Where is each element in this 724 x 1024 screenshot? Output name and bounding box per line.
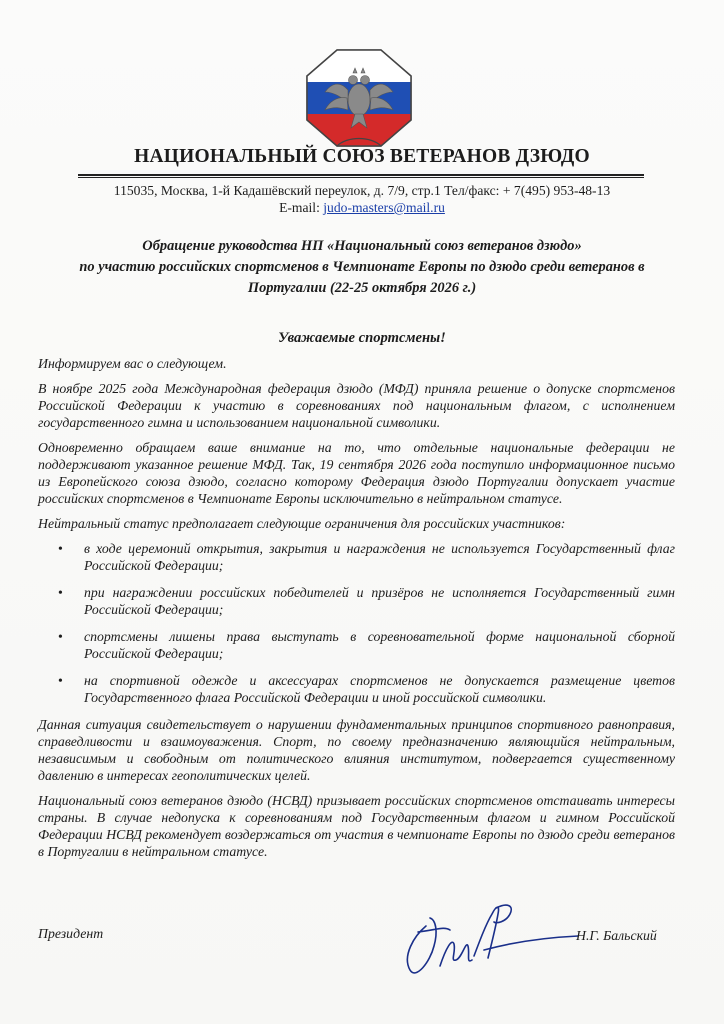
- list-item: [38, 540, 675, 574]
- email-link[interactable]: judo-masters@mail.ru: [323, 200, 445, 215]
- letter-heading: [40, 236, 684, 299]
- list-item: [38, 628, 675, 662]
- union-emblem-logo: [303, 46, 415, 150]
- heading-line-1: Обращение руководства НП «Национальный союз ветеранов дзюдо»: [142, 238, 582, 254]
- bullet-icon: •: [58, 629, 63, 644]
- paragraph-violation: Данная ситуация свидетельствует о нарушении фундаментальных принципов спортивного равноправия, справедливости и взаимоуважения. Спорт, по своему предназначению являющийся нейтральным, независимым и свободным от политического влияния институтом, подвергается существенному давлению в интересах геополитических целей.: [38, 717, 675, 783]
- organization-address: 115035, Москва, 1-й Кадашёвский переулок, д. 7/9, стр.1 Тел/факс: + 7(495) 953-48-13: [113, 183, 611, 198]
- bullet-icon: •: [58, 585, 63, 600]
- heading-line-3: Португалии (22-25 октября 2026 г.): [247, 280, 477, 296]
- paragraph-notice: Одновременно обращаем ваше внимание на то, что отдельные национальные федерации не поддерживают указанное решение МФД. Так, 19 сентября 2026 года поступило информационное письмо из Европейского союза дзюдо, согласно которому Федерация дзюдо Португалии допускает участие российских спортсменов в Чемпионате Европы исключительно в нейтральном статусе.: [38, 440, 675, 506]
- organization-name: НАЦИОНАЛЬНЫЙ СОЮЗ ВЕТЕРАНОВ ДЗЮДО: [134, 146, 590, 167]
- restrictions-list: [38, 540, 675, 706]
- list-item: [38, 584, 675, 618]
- email-label: E-mail:: [279, 200, 320, 215]
- bullet-icon: •: [58, 541, 63, 556]
- list-item-text: спортсмены лишены права выступать в соревновательной форме национальной сборной Российской Федерации;: [84, 629, 675, 661]
- salutation: Уважаемые спортсмены!: [278, 330, 446, 346]
- signatory-name: Н.Г. Бальский: [576, 928, 657, 943]
- list-item-text: в ходе церемоний открытия, закрытия и награждения не используется Государственный флаг Российской Федерации;: [84, 541, 675, 573]
- list-item: [38, 672, 675, 706]
- handwritten-signature: [396, 896, 586, 986]
- list-item-text: при награждении российских победителей и призёров не исполняется Государственный гимн Российской Федерации;: [84, 585, 675, 617]
- header-rule-thin: [78, 177, 644, 178]
- organization-address-block: [0, 182, 724, 216]
- paragraph-neutral-status: Нейтральный статус предполагает следующие ограничения для российских участников:: [38, 516, 566, 531]
- paragraph-intro: Информируем вас о следующем.: [38, 356, 227, 371]
- heading-line-2: по участию российских спортсменов в Чемпионате Европы по дзюдо среди ветеранов в: [79, 259, 645, 275]
- email-line: [0, 199, 724, 216]
- letter-body: [38, 355, 675, 868]
- signatory-title: Президент: [38, 926, 104, 941]
- paragraph-decision: В ноябре 2025 года Международная федерация дзюдо (МФД) приняла решение о допуске спортсменов Российской Федерации к участию в соревнованиях под национальным флагом, с исполнением государственного гимна и использованием национальной символики.: [38, 381, 675, 430]
- paragraph-recommendation: Национальный союз ветеранов дзюдо (НСВД) призывает российских спортсменов отстаивать интересы страны. В случае недопуска к соревнованиям под Государственным флагом и гимном Российской Федерации НСВД рекомендует воздержаться от участия в чемпионате Европы по дзюдо среди ветеранов в Португалии в нейтральном статусе.: [38, 793, 675, 859]
- header-rule: [78, 174, 644, 176]
- list-item-text: на спортивной одежде и аксессуарах спортсменов не допускается размещение цветов Государственного флага Российской Федерации и иной российской символики.: [84, 673, 675, 705]
- bullet-icon: •: [58, 673, 63, 688]
